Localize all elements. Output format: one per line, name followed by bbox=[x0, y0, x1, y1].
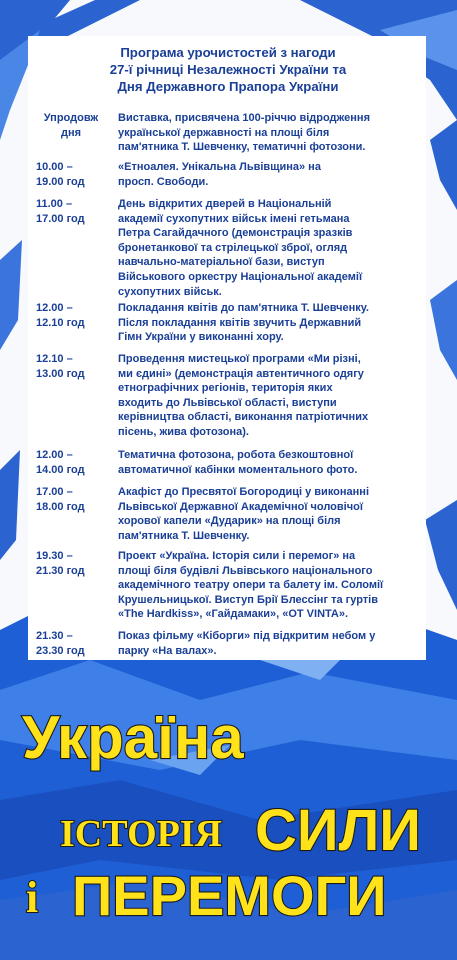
description-line: сухопутних військ. bbox=[118, 285, 222, 298]
description-line: Гімн України у виконанні хору. bbox=[118, 331, 284, 344]
description-line: Військового оркестру Національної академії bbox=[118, 270, 363, 283]
description-line: пам'ятника Т. Шевченку, тематичні фотозони. bbox=[118, 141, 366, 154]
slogan-strength: СИЛИ bbox=[255, 798, 421, 863]
description-line: «The Hardkiss», «Гайдамаки», «ОТ VINTA». bbox=[118, 608, 349, 621]
description-line: Проект «Україна. Історія сили і перемог» на bbox=[118, 550, 356, 562]
schedule-time: Упродовж дня bbox=[43, 112, 99, 139]
description-line: площі біля будівлі Львівського національного bbox=[118, 564, 373, 577]
description-line: академічного театру опери та балету ім. Соломії bbox=[118, 579, 384, 592]
description-line: автоматичної кабінки моментального фото. bbox=[118, 463, 358, 476]
description-line: «Етноалея. Унікальна Львівщина» на bbox=[118, 161, 321, 173]
description-line: етнографічних регіонів, територія яких bbox=[118, 382, 333, 395]
schedule-time: 17.00 – 18.00 год bbox=[36, 486, 85, 513]
title-line: 27-ї річниці Незалежності України та bbox=[109, 62, 347, 77]
description-line: пам'ятника Т. Шевченку. bbox=[118, 529, 250, 542]
description-line: Виставка, присвячена 100-річчю відродження bbox=[118, 112, 370, 124]
description-line: Крушельницької. Виступ Брії Блессінг та гуртів bbox=[118, 593, 378, 606]
description-line: Тематична фотозона, робота безкоштовної bbox=[118, 449, 354, 461]
slogan-victories: ПЕРЕМОГИ bbox=[72, 864, 387, 927]
description-line: пісень, жива фотозона). bbox=[118, 425, 249, 438]
slogan-and: і bbox=[26, 873, 39, 922]
schedule-time: 21.30 – 23.30 год bbox=[36, 630, 85, 657]
description-line: Петра Сагайдачного (демонстрація зразків bbox=[118, 227, 353, 240]
title-line: Дня Державного Прапора України bbox=[117, 79, 339, 94]
description-line: бронетанкової та стрілецької зброї, огляд bbox=[118, 241, 348, 254]
schedule-time: 10.00 – 19.00 год bbox=[36, 161, 85, 188]
description-line: парку «На валах». bbox=[118, 644, 217, 657]
schedule-time: 12.00 – 12.10 год bbox=[36, 302, 85, 329]
description-line: ми єдині» (демонстрація автентичного одягу bbox=[118, 367, 364, 380]
description-line: Львівської Державної Академічної чоловічої bbox=[118, 500, 363, 513]
slogan-history: ІСТОРІЯ bbox=[60, 813, 223, 855]
description-line: хорової капели «Дударик» на площі біля bbox=[118, 515, 341, 528]
description-line: Після покладання квітів звучить Державний bbox=[118, 316, 362, 329]
schedule-time: 12.00 – 14.00 год bbox=[36, 449, 85, 476]
schedule-time: 11.00 – 17.00 год bbox=[36, 198, 85, 225]
description-line: Покладання квітів до пам'ятника Т. Шевченку. bbox=[118, 302, 369, 314]
description-line: навчально-матеріальної бази, виступ bbox=[118, 256, 325, 269]
description-line: керівництва області, виконання патріотичних bbox=[118, 411, 369, 424]
slogan-ukraine: Україна bbox=[22, 704, 244, 771]
schedule-time: 19.30 – 21.30 год bbox=[36, 550, 85, 577]
schedule-time: 12.10 – 13.00 год bbox=[36, 353, 85, 380]
description-line: входить до Львівської області, виступи bbox=[118, 396, 337, 409]
title-line: Програма урочистостей з нагоди bbox=[120, 45, 336, 60]
description-line: Показ фільму «Кіборги» під відкритим небом у bbox=[118, 630, 376, 642]
description-line: просп. Свободи. bbox=[118, 175, 209, 188]
description-line: Проведення мистецької програми «Ми різні, bbox=[118, 353, 361, 365]
description-line: Акафіст до Пресвятої Богородиці у виконанні bbox=[118, 486, 370, 498]
description-line: української державності на площі біля bbox=[118, 126, 330, 139]
description-line: День відкритих дверей в Національній bbox=[118, 198, 332, 210]
description-line: академії сухопутних військ імені гетьмана bbox=[118, 212, 350, 225]
